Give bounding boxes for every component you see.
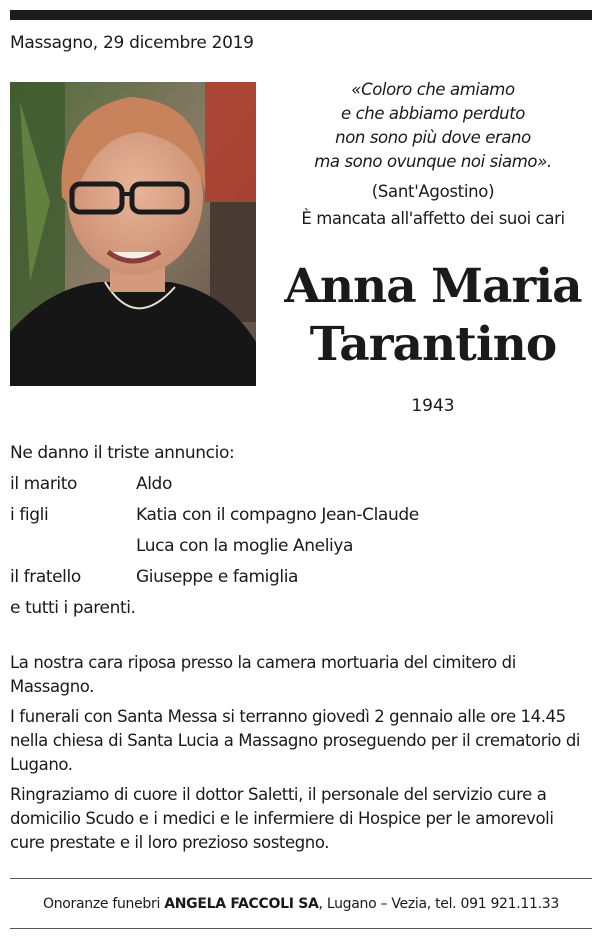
quote-line: «Coloro che amiamo: [351, 80, 515, 99]
funeral-home-footer: [10, 896, 592, 912]
intro-text: È mancata all'affetto dei suoi cari: [301, 209, 565, 228]
top-rule: [10, 10, 592, 20]
notice-body: [10, 651, 592, 861]
portrait-photo: [10, 82, 256, 386]
quote-line: non sono più dove erano: [335, 128, 531, 147]
footer-rule-bottom: [10, 928, 592, 929]
footer-suffix: , Lugano – Vezia, tel. 091 921.11.33: [318, 896, 560, 912]
name-line-2: Tarantino: [309, 317, 557, 372]
quote-block: [268, 78, 598, 228]
family-member: Luca con la moglie Aneliya: [136, 536, 354, 556]
place-date: Massagno, 29 dicembre 2019: [10, 33, 254, 53]
quote-line: ma sono ovunque noi siamo».: [314, 152, 552, 171]
birth-year: 1943: [411, 396, 455, 416]
family-role: il fratello: [10, 567, 81, 587]
quote-line: e che abbiamo perduto: [341, 104, 525, 123]
announcement: Ne danno il triste annuncio:: [10, 443, 235, 463]
family-role: i figli: [10, 505, 49, 525]
paragraph-wake: La nostra cara riposa presso la camera mortuaria del cimitero di Massagno.: [10, 653, 516, 696]
family-member: Katia con il compagno Jean-Claude: [136, 505, 419, 525]
family-role: il marito: [10, 474, 78, 494]
quote-source: (Sant'Agostino): [371, 182, 495, 201]
name-line-1: Anna Maria: [284, 259, 582, 314]
footer-rule-top: [10, 878, 592, 879]
family-member: Giuseppe e famiglia: [136, 567, 299, 587]
deceased-name: [268, 258, 598, 374]
family-member: Aldo: [136, 474, 172, 494]
paragraph-thanks: Ringraziamo di cuore il dottor Saletti, il personale del servizio cure a domicilio Scudo e i medici e le infermiere di Hospice per le amorevoli cure prestate e il loro prezioso sostegno.: [10, 785, 554, 852]
family-role: e tutti i parenti.: [10, 598, 136, 618]
funeral-home-name: ANGELA FACCOLI SA: [164, 896, 319, 912]
footer-prefix: Onoranze funebri: [42, 896, 165, 912]
paragraph-funeral: I funerali con Santa Messa si terranno giovedì 2 gennaio alle ore 14.45 nella chiesa di Santa Lucia a Massagno proseguendo per il crematorio di Lugano.: [10, 707, 581, 774]
quote-text: [268, 78, 598, 174]
